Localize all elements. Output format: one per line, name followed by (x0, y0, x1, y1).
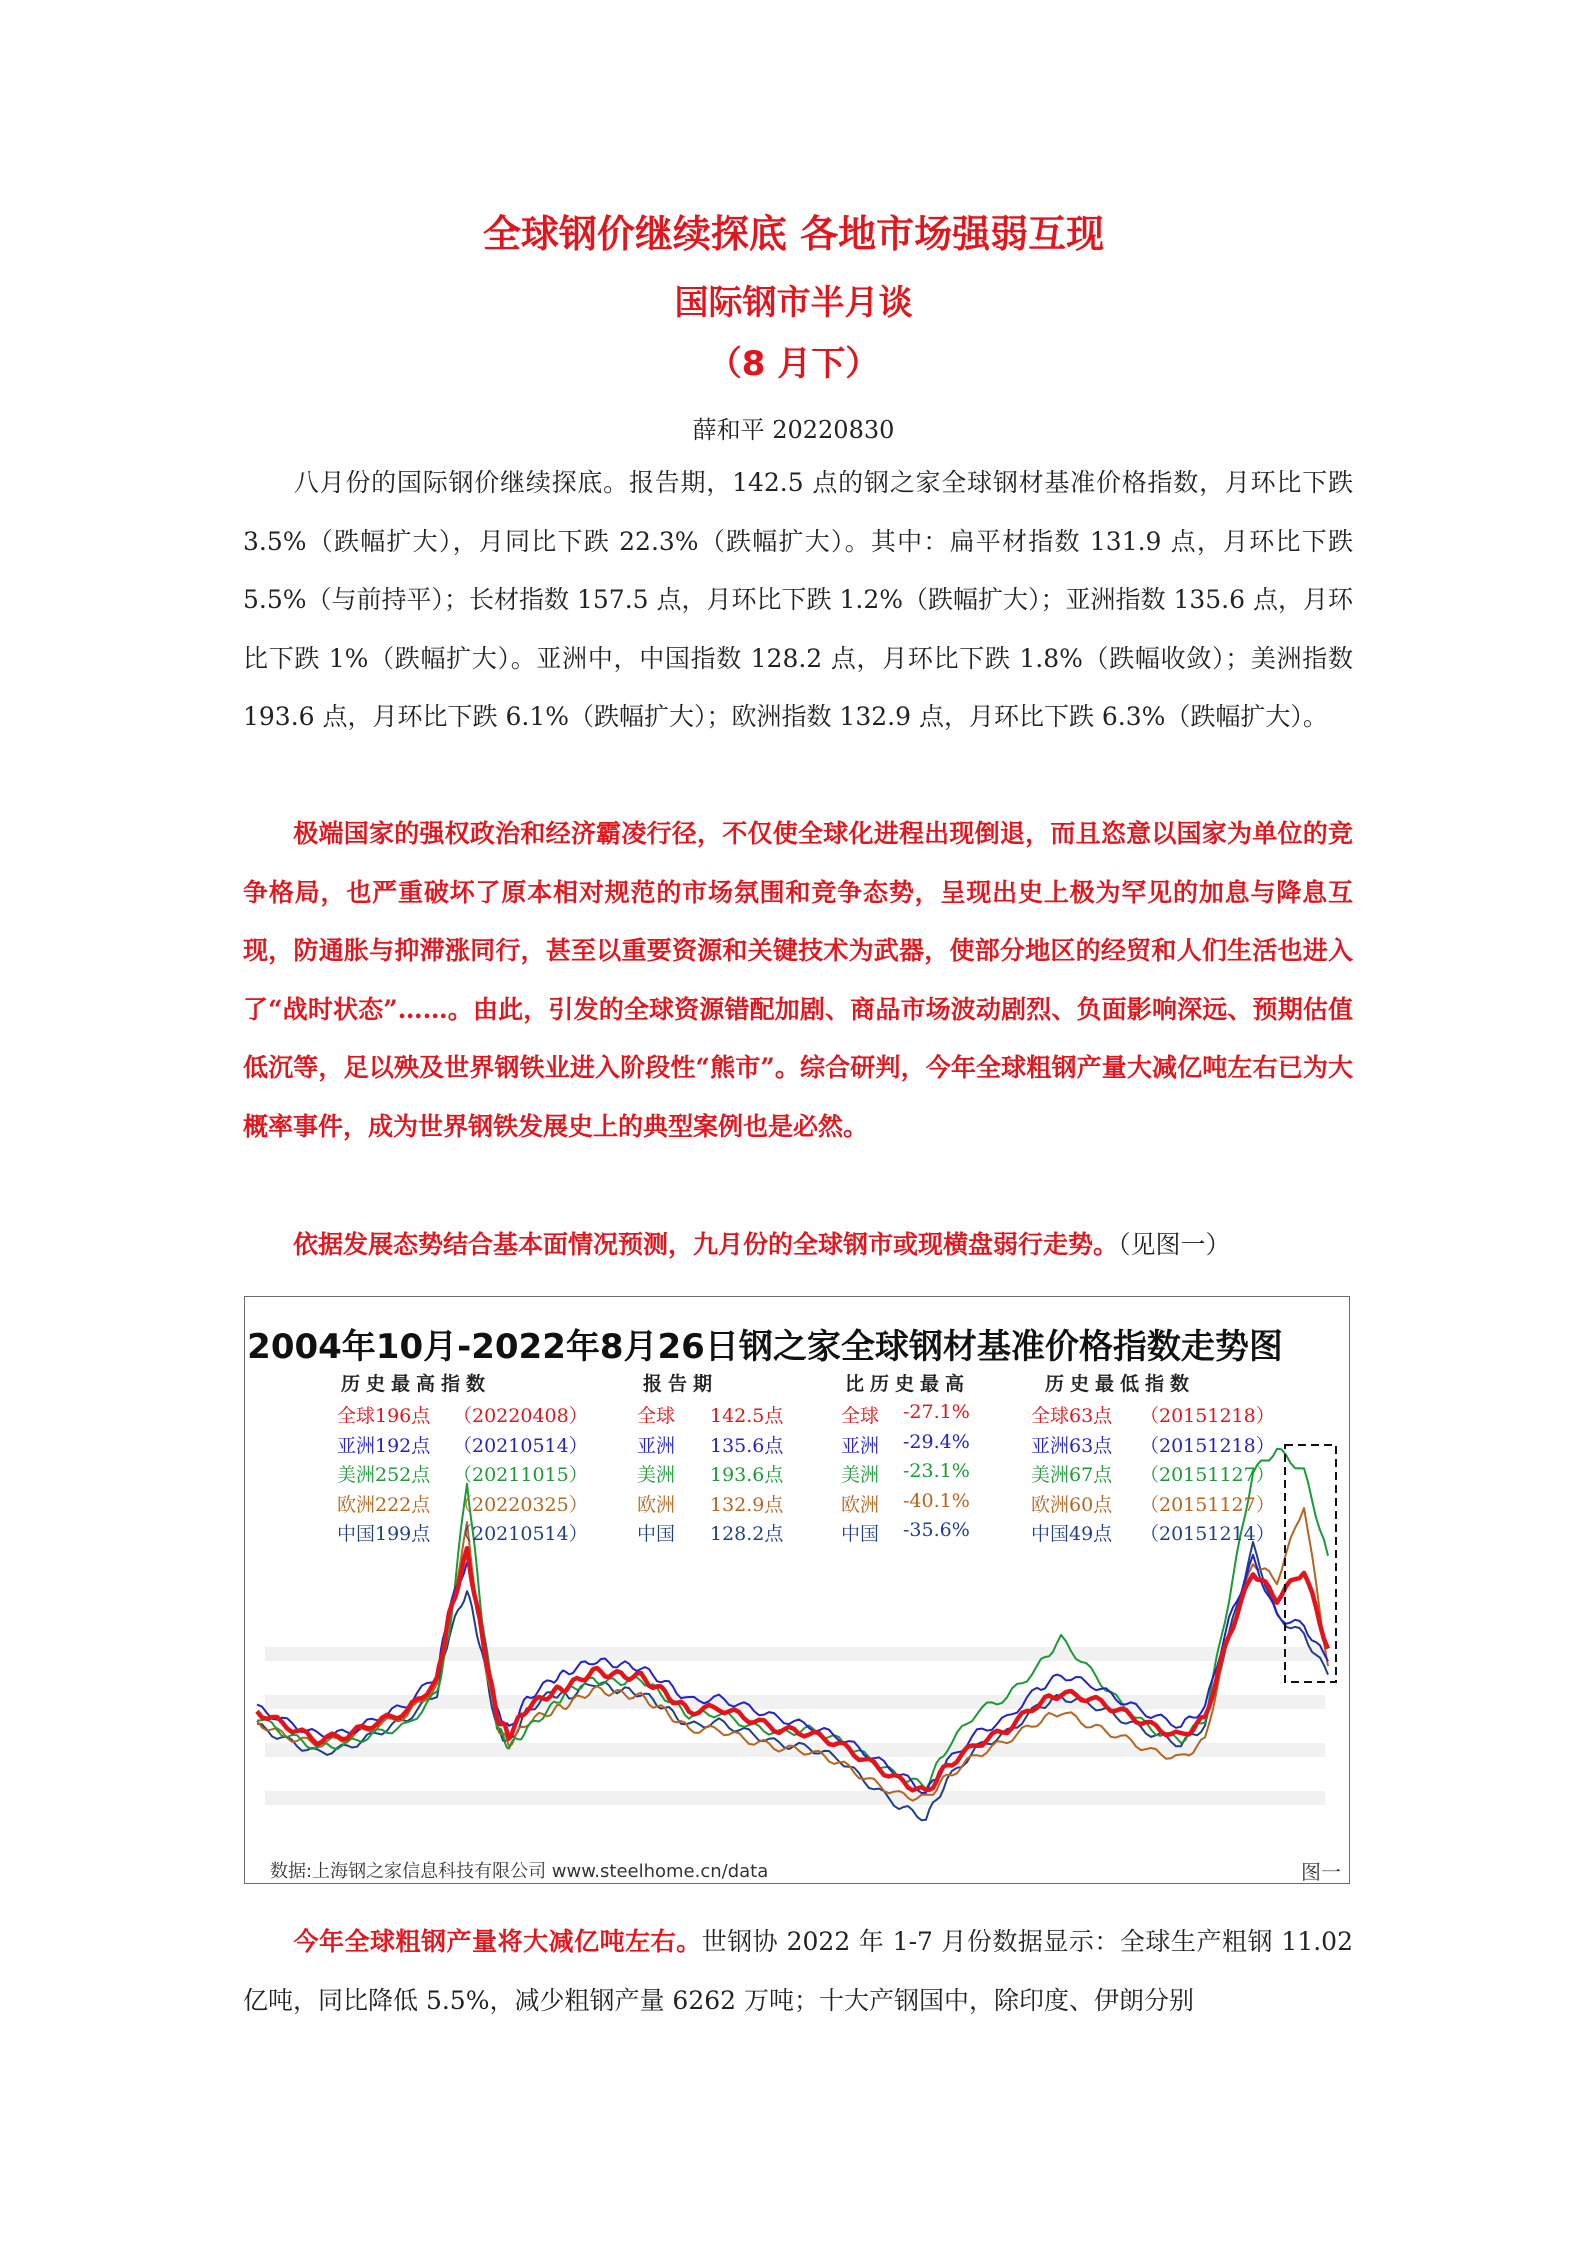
low-index-date: （20151218） (1140, 1405, 1275, 1427)
figure-label: 图一 (1301, 1860, 1341, 1884)
high-index-date: （20210514） (453, 1434, 588, 1457)
col-head-low: 历史最低指数 (1045, 1373, 1196, 1395)
report-name: 欧洲 (637, 1493, 676, 1516)
ratio-value: -35.6% (903, 1519, 970, 1541)
ratio-name: 全球 (841, 1405, 880, 1427)
watermark-band (265, 1791, 1325, 1805)
low-index-date: （20151127） (1140, 1493, 1275, 1516)
high-index-date: （20210514） (453, 1523, 588, 1545)
report-value: 128.2点 (710, 1523, 784, 1545)
high-index-label: 欧洲222点 (337, 1493, 431, 1516)
page-subtitle: 国际钢市半月谈 (674, 283, 913, 323)
paragraph-3 (243, 1216, 1353, 1275)
report-value: 135.6点 (710, 1434, 784, 1457)
col-head-report: 报告期 (643, 1373, 719, 1395)
paragraph-4-highlight: 今年全球粗钢产量将大减亿吨左右。 (293, 1927, 702, 1956)
paragraph-1 (243, 454, 1353, 747)
low-index-label: 全球63点 (1031, 1405, 1113, 1427)
low-index-date: （20151127） (1140, 1464, 1275, 1486)
report-name: 美洲 (637, 1464, 676, 1486)
high-index-label: 全球196点 (337, 1405, 431, 1427)
paragraph-4-text: 世钢协 2022 年 1-7 月份数据显示：全球生产粗钢 11.02 亿吨，同比降低 5.5%，减少粗钢产量 6262 万吨；十大产钢国中，除印度、伊朗分别 (243, 1927, 1353, 2015)
chart-source: 数据:上海钢之家信息科技有限公司 www.steelhome.cn/data (270, 1861, 769, 1882)
page-period: （8 月下） (707, 344, 880, 384)
paragraph-3-text: （见图一） (1118, 1230, 1231, 1259)
low-index-label: 美洲67点 (1031, 1464, 1113, 1486)
paragraph-1-text: 八月份的国际钢价继续探底。报告期，142.5 点的钢之家全球钢材基准价格指数，月环比下跌 3.5%（跌幅扩大），月同比下跌 22.3%（跌幅扩大）。其中：扁平材指数 131.9 点，月环比下跌 5.5%（与前持平）；长材指数 157.5 点，月环比下跌 1.2%（跌幅扩大）；亚洲指数 135.6 点，月环比下跌 1%（跌幅扩大）。亚洲中，中国指数 128.2 点，月环比下跌 1.8%（跌幅收敛）；美洲指数 193.6 点，月环比下跌 6.1%（跌幅扩大）；欧洲指数 132.9 点，月环比下跌 6.3%（跌幅扩大）。 (243, 468, 1353, 731)
figure-chart (244, 1296, 1350, 1884)
report-value: 132.9点 (710, 1493, 784, 1516)
high-index-date: （20220408） (453, 1405, 588, 1427)
low-index-date: （20151218） (1140, 1434, 1275, 1457)
ratio-name: 中国 (841, 1523, 880, 1545)
paragraph-4 (243, 1913, 1353, 2030)
report-name: 中国 (637, 1523, 676, 1545)
ratio-name: 亚洲 (841, 1434, 880, 1457)
series-line-中国 (257, 1542, 1328, 1820)
high-index-label: 亚洲192点 (337, 1434, 431, 1457)
report-name: 亚洲 (637, 1434, 676, 1457)
byline: 薛和平 20220830 (692, 416, 895, 444)
ratio-value: -40.1% (903, 1489, 970, 1512)
report-name: 全球 (637, 1405, 676, 1427)
ratio-value: -29.4% (903, 1430, 970, 1453)
col-head-ratio: 比历史最高 (845, 1373, 971, 1395)
low-index-label: 欧洲60点 (1031, 1493, 1113, 1516)
chart-title: 2004年10月-2022年8月26日钢之家全球钢材基准价格指数走势图 (247, 1327, 1283, 1367)
ratio-value: -23.1% (903, 1460, 970, 1482)
high-index-label: 中国199点 (337, 1523, 431, 1545)
low-index-label: 中国49点 (1031, 1523, 1113, 1545)
report-value: 142.5点 (710, 1405, 784, 1427)
high-index-label: 美洲252点 (337, 1464, 431, 1486)
high-index-date: （20220325） (453, 1493, 588, 1516)
high-index-date: （20211015） (453, 1464, 588, 1486)
paragraph-3-highlight: 依据发展态势结合基本面情况预测，九月份的全球钢市或现横盘弱行走势。 (293, 1230, 1119, 1259)
paragraph-2 (243, 805, 1353, 1156)
low-index-label: 亚洲63点 (1031, 1434, 1113, 1457)
ratio-value: -27.1% (903, 1401, 970, 1423)
ratio-name: 美洲 (841, 1464, 880, 1486)
report-value: 193.6点 (710, 1464, 784, 1486)
col-head-high: 历史最高指数 (341, 1373, 492, 1395)
watermark-band (265, 1647, 1325, 1661)
chart-watermark (265, 1647, 1325, 1805)
ratio-name: 欧洲 (841, 1493, 880, 1516)
page-title: 全球钢价继续探底 各地市场强弱互现 (482, 212, 1105, 256)
series-line-亚洲 (257, 1555, 1328, 1793)
paragraph-2-text: 极端国家的强权政治和经济霸凌行径，不仅使全球化进程出现倒退，而且恣意以国家为单位的竞争格局，也严重破坏了原本相对规范的市场氛围和竞争态势，呈现出史上极为罕见的加息与降息互现，防通胀与抑滞涨同行，甚至以重要资源和关键技术为武器，使部分地区的经贸和人们生活也进入了“战时状态”……。由此，引发的全球资源错配加剧、商品市场波动剧烈、负面影响深远、预期估值低沉等，足以殃及世界钢铁业进入阶段性“熊市”。综合研判，今年全球粗钢产量大减亿吨左右已为大概率事件，成为世界钢铁发展史上的典型案例也是必然。 (243, 819, 1353, 1141)
low-index-date: （20151214） (1140, 1523, 1275, 1545)
